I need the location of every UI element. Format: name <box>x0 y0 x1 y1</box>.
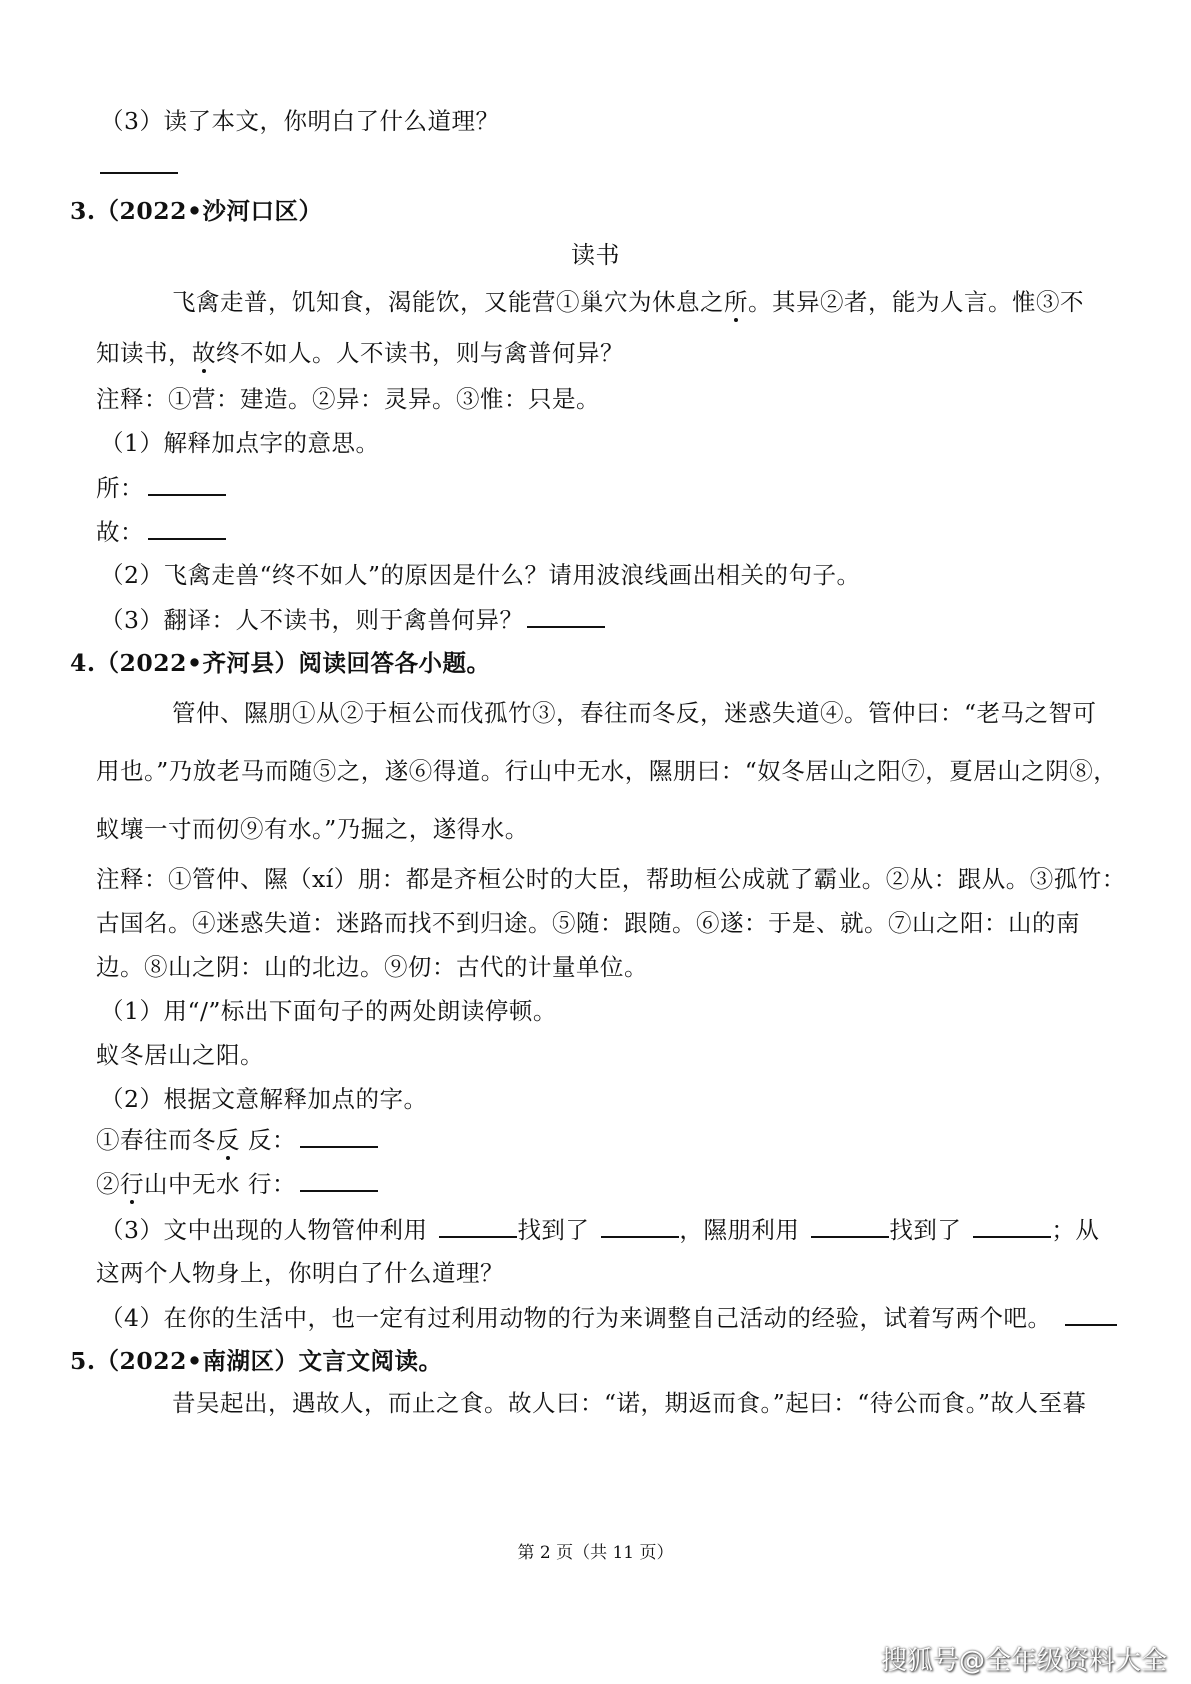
q3-answer-suo-blank[interactable] <box>148 472 226 496</box>
q3-passage-line-2: 知读书，故终不如人。人不读书，则与禽普何异？ <box>96 339 624 367</box>
q4-passage-line-2: 用也。”乃放老马而随⑤之，遂⑥得道。行山中无水，隰朋曰：“奴冬居山之阳⑦，夏居山之阴⑧， <box>96 757 1118 785</box>
q4-sub3-line-2: 这两个人物身上，你明白了什么道理？ <box>96 1259 504 1287</box>
q4-sub2-item-2: ②行山中无水 行： <box>96 1168 378 1199</box>
q5-header: 5.（2022•南湖区）文言文阅读。 <box>70 1347 443 1375</box>
q4-notes-line-2: 古国名。④迷惑失道：迷路而找不到归途。⑤随：跟随。⑥遂：于是、就。⑦山之阳：山的南 <box>96 909 1080 937</box>
q4-sub4-blank[interactable] <box>1065 1302 1117 1326</box>
q3-passage-line-1: 飞禽走普，饥知食，渴能饮，又能营①巢穴为休息之所。其异②者，能为人言。惟③不 <box>172 288 1084 316</box>
q3-answer-gu-blank[interactable] <box>148 516 226 540</box>
q4-sub3-blank-3[interactable] <box>811 1214 889 1238</box>
q5-passage-line-1: 昔吴起出，遇故人，而止之食。故人曰：“诺，期返而食。”起曰：“待公而食。”故人至暮 <box>172 1389 1087 1417</box>
q4-sub2: （2）根据文意解释加点的字。 <box>100 1085 428 1113</box>
watermark: 搜狐号@全年级资料大全 <box>880 1646 1167 1676</box>
q2-sub3-answer-blank[interactable] <box>96 150 178 181</box>
q4-sub2-item-1-blank[interactable] <box>300 1124 378 1148</box>
q2-sub3: （3）读了本文，你明白了什么道理？ <box>100 107 500 135</box>
q4-sub3-line-1: （3）文中出现的人物管仲利用 找到了 ，隰朋利用 找到了 ；从 <box>100 1216 1100 1244</box>
page-footer: 第 2 页（共 11 页） <box>517 1543 674 1563</box>
q4-passage-line-3: 蚁壤一寸而仞⑨有水。”乃掘之，遂得水。 <box>96 815 529 843</box>
q4-passage-line-1: 管仲、隰朋①从②于桓公而伐孤竹③，春往而冬反，迷惑失道④。管仲曰：“老马之智可 <box>172 699 1097 727</box>
q4-sub3-blank-1[interactable] <box>439 1214 517 1238</box>
q3-title: 读书 <box>571 241 620 269</box>
q4-sub2-item-2-blank[interactable] <box>300 1168 378 1192</box>
q4-sub1: （1）用“/”标出下面句子的两处朗读停顿。 <box>100 997 557 1025</box>
q4-notes-line-1: 注释：①管仲、隰（xí）朋：都是齐桓公时的大臣，帮助桓公成就了霸业。②从：跟从。③孤竹： <box>96 865 1126 893</box>
q4-sub3-blank-4[interactable] <box>973 1214 1051 1238</box>
q4-sub2-item-1: ①春往而冬反 反： <box>96 1124 378 1155</box>
q3-answer-gu: 故： <box>96 516 226 547</box>
q4-notes-line-3: 边。⑧山之阴：山的北边。⑨仞：古代的计量单位。 <box>96 953 648 981</box>
q4-sub4: （4）在你的生活中，也一定有过利用动物的行为来调整自己活动的经验，试着写两个吧。 <box>100 1302 1117 1333</box>
q3-sub1: （1）解释加点字的意思。 <box>100 429 380 457</box>
q4-header: 4.（2022•齐河县）阅读回答各小题。 <box>70 649 491 677</box>
q3-sub3: （3）翻译：人不读书，则于禽兽何异？ <box>100 604 605 635</box>
q3-answer-suo: 所： <box>96 472 226 503</box>
q3-notes: 注释：①营：建造。②异：灵异。③惟：只是。 <box>96 385 600 413</box>
q3-sub2: （2）飞禽走兽“终不如人”的原因是什么？请用波浪线画出相关的句子。 <box>100 561 861 589</box>
q3-sub3-blank[interactable] <box>527 604 605 628</box>
q4-sub1-sentence: 蚁冬居山之阳。 <box>96 1041 264 1069</box>
q4-sub3-blank-2[interactable] <box>601 1214 679 1238</box>
q3-header: 3.（2022•沙河口区） <box>70 197 323 225</box>
